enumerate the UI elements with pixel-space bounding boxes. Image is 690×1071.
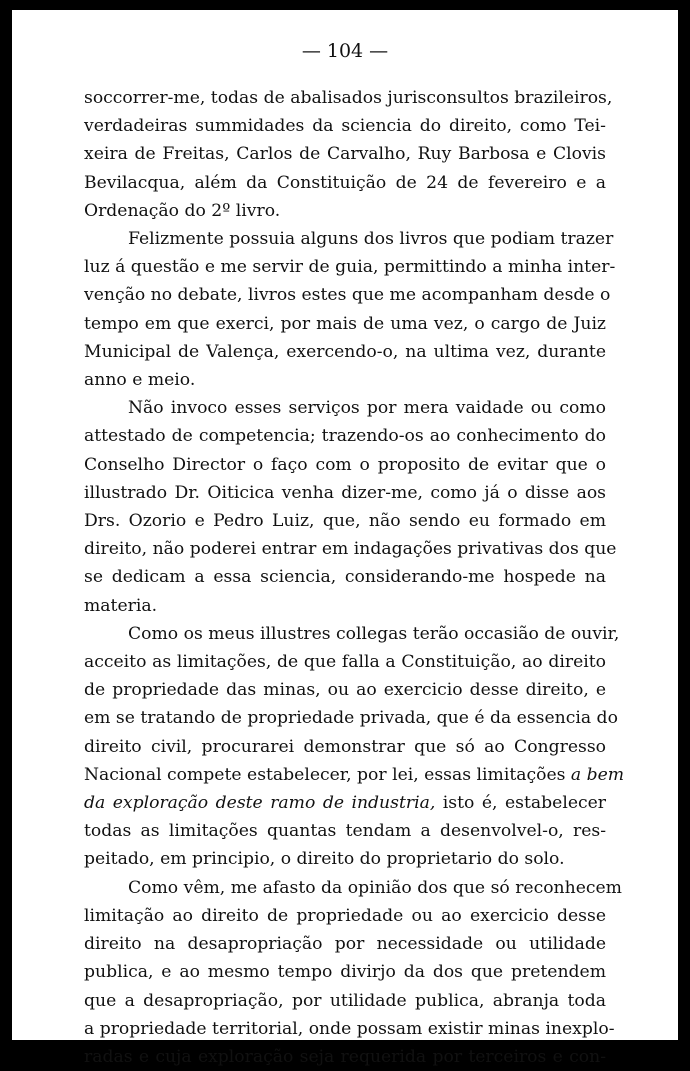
text-line: publica, e ao mesmo tempo divirjo da dos que pretendem [84,962,606,983]
text-line: se dedicam a essa sciencia, considerando-me hospede na [84,567,606,588]
text-line: a propriedade territorial, onde possam existir minas inexplo- [84,1018,615,1039]
paragraph-4 [84,620,625,874]
text-line: anno e meio. [84,370,196,391]
text-line: Conselho Director o faço com o proposito de evitar que o [84,454,606,475]
text-line: Bevilacqua, além da Constituição de 24 de fevereiro e a [84,172,606,193]
page-number: — 104 — [301,40,389,62]
text-line: direito civil, procurarei demonstrar que só ao Congresso [84,736,606,757]
text-segment: isto é, estabelecer [435,793,607,814]
italic-segment: da exploração deste ramo de industria, [84,793,436,814]
text-line: verdadeiras summidades da sciencia do direito, como Tei- [84,116,606,137]
text-line: acceito as limitações, de que falla a Constituição, ao direito [84,652,606,673]
text-line: attestado de competencia; trazendo-os ao conhecimento do [84,426,606,447]
text-line: limitação ao direito de propriedade ou ao exercicio desse [84,905,606,926]
text-line: direito na desapropriação por necessidade ou utilidade [84,934,606,955]
paragraph-1 [84,84,613,225]
text-line: materia. [84,595,158,616]
text-line: Não invoco esses serviços por mera vaidade ou como [128,398,606,419]
text-line: soccorrer-me, todas de abalisados jurisconsultos brazileiros, [84,88,613,108]
paragraph-3 [84,394,617,620]
text-line: xeira de Freitas, Carlos de Carvalho, Ruy Barbosa e Clovis [84,144,606,165]
text-line-with-italic [84,761,625,789]
text-line-with-italic [84,789,606,817]
text-line: peitado, em principio, o direito do proprietario do solo. [84,849,565,870]
book-page [12,10,678,1067]
text-line: tempo em que exerci, por mais de uma vez, o cargo de Juiz [84,313,606,334]
text-line: Como os meus illustres collegas terão occasião de ouvir, [128,623,620,644]
text-line: todas as limitações quantas tendam a desenvolvel-o, res- [84,821,606,842]
body-text [84,84,625,1071]
text-line: direito, não poderei entrar em indagações privativas dos que [84,539,617,560]
paragraph-2 [84,225,616,394]
text-line: illustrado Dr. Oiticica venha dizer-me, como já o disse aos [84,482,606,503]
text-line: Drs. Ozorio e Pedro Luiz, que, não sendo eu formado em [84,511,606,532]
italic-segment: a bem [570,764,625,785]
text-line: em se tratando de propriedade privada, que é da essencia do [84,708,618,729]
text-line: luz á questão e me servir de guia, permittindo a minha inter- [84,257,616,278]
text-line: Felizmente possuia alguns dos livros que podiam trazer [128,229,614,250]
text-line: de propriedade das minas, ou ao exercicio desse direito, e [84,680,606,701]
text-line: que a desapropriação, por utilidade publica, abranja toda [84,990,606,1011]
text-line: venção no debate, livros estes que me acompanham desde o [84,285,611,306]
text-segment: Nacional compete estabelecer, por lei, essas limitações [84,764,566,785]
text-line: Como vêm, me afasto da opinião dos que só reconhecem [128,877,622,898]
text-line: Municipal de Valença, exercendo-o, na ultima vez, durante [84,341,606,362]
text-line: Ordenação do 2º livro. [84,200,281,221]
paragraph-5 [84,874,622,1071]
text-line: radas e cuja exploração seja requerida por terceiros e con- [84,1046,606,1067]
